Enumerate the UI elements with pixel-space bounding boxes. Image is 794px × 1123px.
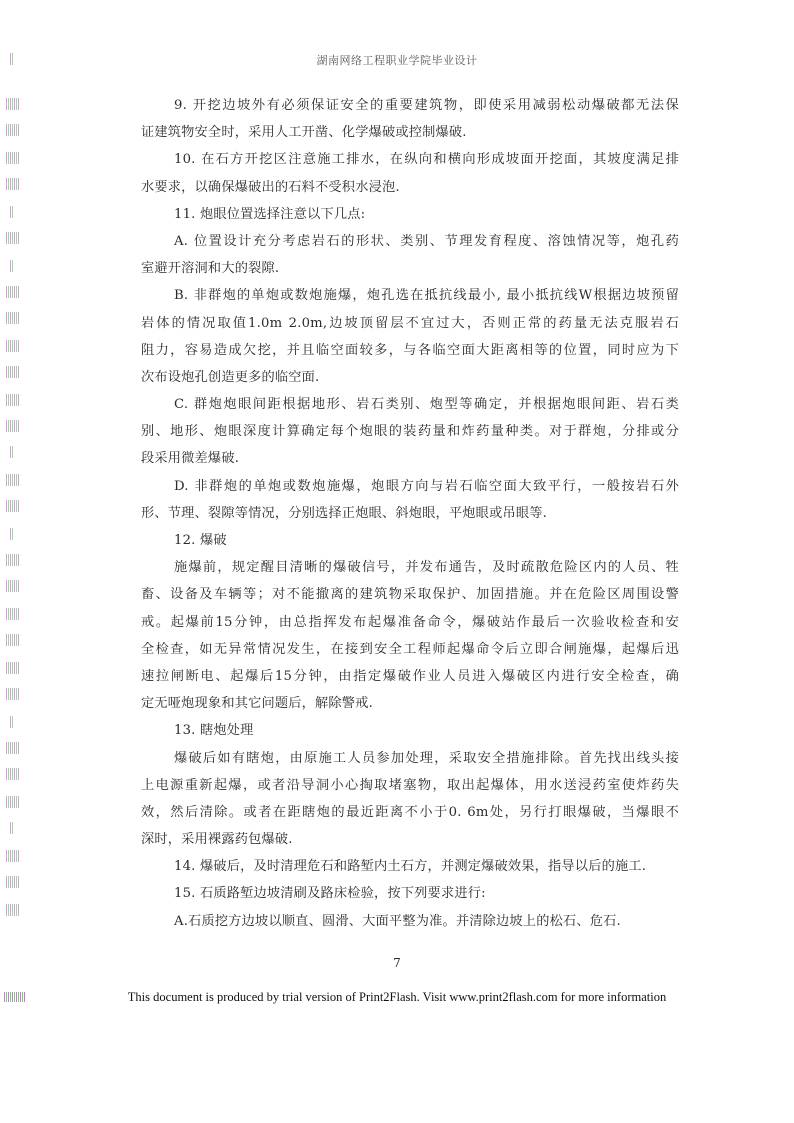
page-header: 湖南网络工程职业学院毕业设计 [316, 54, 478, 67]
text-line: 定无哑炮现象和其它问题后，解除警戒. [141, 696, 373, 712]
text-line: A.石质挖方边坡以顺直、圆滑、大面平整为准。并清除边坡上的松石、危石. [174, 913, 621, 929]
text-line: 形、节理、裂隙等情况，分别选择正炮眼、斜炮眼，平炮眼或吊眼等. [141, 505, 548, 521]
margin-scan-marks [4, 0, 24, 1123]
text-line: 全检查，如无异常情况发生，在接到安全工程师起爆命令后立即合闸施爆，起爆后迅 [141, 641, 679, 657]
text-line: 10. 在石方开挖区注意施工排水，在纵向和横向形成坡面开挖面，其坡度满足排 [174, 152, 679, 168]
text-line: 畜、设备及车辆等；对不能撤离的建筑物采取保护、加固措施。并在危险区周围设警 [141, 587, 679, 603]
text-line: 水要求，以确保爆破出的石料不受积水浸泡. [141, 179, 400, 195]
text-line: 段采用微差爆破. [141, 451, 240, 467]
text-line: 施爆前，规定醒目清晰的爆破信号，并发布通告，及时疏散危险区内的人员、牲 [174, 560, 679, 576]
text-line: 岩体的情况取值1.0m 2.0m,边坡顶留层不宜过大，否则正常的药量无法克服岩石 [141, 315, 679, 331]
body-text [141, 92, 679, 935]
text-line: 上电源重新起爆，或者沿导洞小心掏取堵塞物，取出起爆体，用水送浸药室使炸药失 [141, 777, 679, 793]
text-line: 爆破后如有瞎炮，由原施工人员参加处理，采取安全措施排除。首先找出线头接 [174, 750, 679, 766]
text-line: 13. 瞎炮处理 [174, 723, 254, 739]
page-number: 7 [393, 956, 401, 970]
text-line: 阻力，容易造成欠挖，并且临空面较多，与各临空面大距离相等的位置，同时应为下 [141, 342, 679, 358]
text-line: 14. 爆破后，及时清理危石和路堑内土石方，并测定爆破效果，指导以后的施工. [174, 859, 647, 875]
text-line: A. 位置设计充分考虑岩石的形状、类别、节理发育程度、溶蚀情况等，炮孔药 [174, 233, 679, 249]
text-line: C. 群炮炮眼间距根据地形、岩石类别、炮型等确定，并根据炮眼间距、岩石类 [174, 397, 679, 413]
text-line: 室避开溶洞和大的裂隙. [141, 261, 280, 277]
text-line: 15. 石质路堑边坡清刷及路床检验，按下列要求进行: [174, 886, 486, 902]
text-line: 11. 炮眼位置选择注意以下几点: [174, 206, 366, 222]
text-line: 次布设炮孔创造更多的临空面. [141, 369, 320, 385]
text-line: 别、地形、炮眼深度计算确定每个炮眼的装药量和炸药量种类。对于群炮，分排或分 [141, 424, 679, 440]
text-line: 戒。起爆前15分钟，由总指挥发布起爆准备命令，爆破站作最后一次验收检查和安 [141, 614, 679, 630]
trial-footer-notice: This document is produced by trial version of Print2Flash. Visit www.print2flash.com for more information [127, 990, 667, 1004]
text-line: 12. 爆破 [174, 533, 227, 548]
text-line: 深时，采用裸露药包爆破. [141, 832, 293, 848]
text-line: 速拉闸断电、起爆后15分钟，由指定爆破作业人员进入爆破区内进行安全检查，确 [141, 668, 679, 684]
text-line: 效，然后清除。或者在距瞎炮的最近距离不小于0. 6m处，另行打眼爆破，当爆眼不 [141, 804, 679, 820]
text-line: 9. 开挖边坡外有必须保证安全的重要建筑物，即使采用减弱松动爆破都无法保 [174, 98, 679, 113]
text-line: 证建筑物安全时，采用人工开凿、化学爆破或控制爆破. [141, 125, 467, 141]
text-line: D. 非群炮的单炮或数炮施爆，炮眼方向与岩石临空面大致平行，一般按岩石外 [174, 478, 679, 494]
text-line: B. 非群炮的单炮或数炮施爆，炮孔选在抵抗线最小, 最小抵抗线W根据边坡预留 [174, 288, 679, 304]
